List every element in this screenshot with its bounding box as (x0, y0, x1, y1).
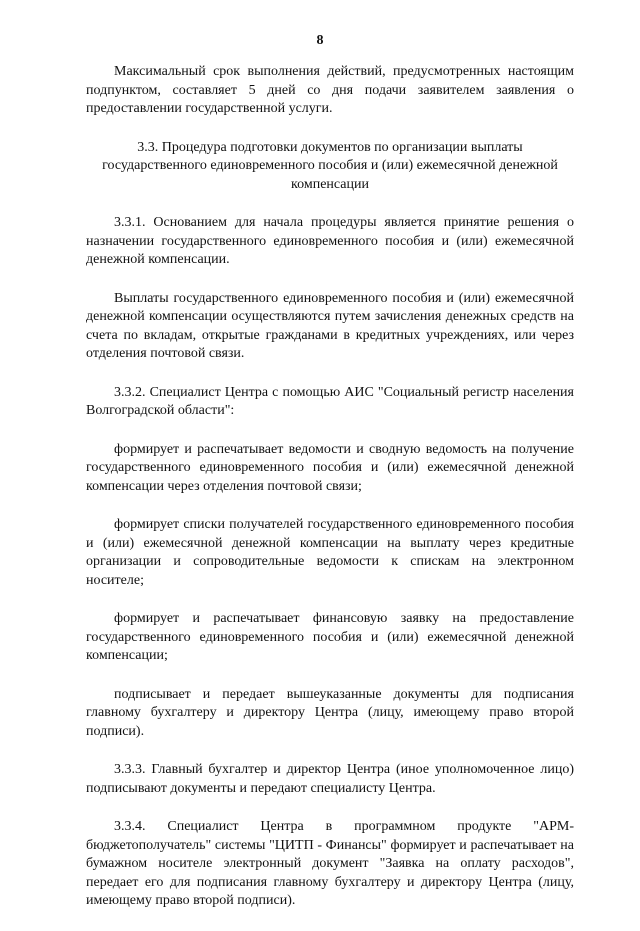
paragraph-3-3-3: 3.3.3. Главный бухгалтер и директор Центра (иное уполномоченное лицо) подписывают документы и передают специалисту Центра. (86, 762, 574, 796)
list-item-form-financial-request: формирует и распечатывает финансовую заявку на предоставление государственного единовременного пособия и (или) ежемесячной денежной компенсации; (86, 611, 574, 663)
list-item-form-vedomosti: формирует и распечатывает ведомости и сводную ведомость на получение государственного единовременного пособия и (или) ежемесячной денежной компенсации через отделения почтовой связи; (86, 441, 574, 494)
page-number: 8 (316, 33, 324, 48)
list-item-sign-documents: подписывает и передает вышеуказанные документы для подписания главному бухгалтеру и директору Центра (лицу, имеющему право второй подписи). (86, 686, 574, 739)
paragraph-payments: Выплаты государственного единовременного пособия и (или) ежемесячной денежной компенсации осуществляются путем зачисления денежных средств на счета по вкладам, открытые гражданами в кредитных учреждениях, или через отделения почтовой связи. (86, 290, 574, 361)
list-item-form-lists: формирует списки получателей государственного единовременного пособия и (или) ежемесячной денежной компенсации на выплату через кредитные организации и сопроводительные ведомости к спискам на электронном носителе; (86, 517, 574, 588)
paragraph-max-term: Максимальный срок выполнения действий, предусмотренных настоящим подпунктом, составляет 5 дней со дня подачи заявителем заявления о предоставлении государственной услуги. (86, 64, 574, 116)
document-body (86, 63, 574, 931)
paragraph-3-3-1: 3.3.1. Основанием для начала процедуры является принятие решения о назначении государственного единовременного пособия и (или) ежемесячной денежной компенсации. (86, 215, 574, 267)
section-heading-3-3: 3.3. Процедура подготовки документов по организации выплаты государственного единовременного пособия и (или) ежемесячной денежной компенсации (102, 139, 558, 192)
paragraph-3-3-4: 3.3.4. Специалист Центра в программном продукте "АРМ-бюджетополучатель" системы "ЦИТП - Финансы" формирует и распечатывает на бумажном носителе электронный документ "Заявка на оплату расходов", передает его для подписания главному бухгалтеру и директору Центра (лицу, имеющему право второй подписи). (86, 819, 574, 908)
paragraph-3-3-2: 3.3.2. Специалист Центра с помощью АИС "Социальный регистр населения Волгоградской области": (86, 384, 574, 418)
